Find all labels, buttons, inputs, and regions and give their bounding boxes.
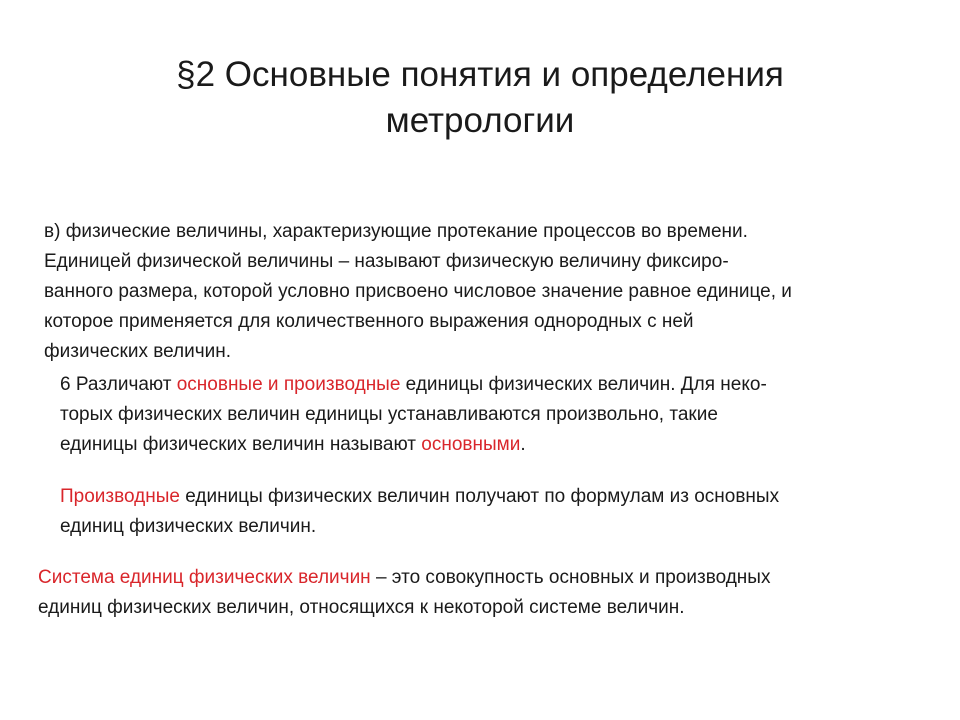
paragraph-physical-quantities	[44, 217, 924, 367]
paragraph-base-and-derived-units	[60, 370, 920, 460]
paragraph-line: единиц физических величин, относящихся к некоторой системе величин.	[38, 597, 685, 618]
paragraph-unit-system	[38, 563, 918, 623]
paragraph-line: которое применяется для количественного выражения однородных с ней	[44, 311, 694, 332]
paragraph-text: единицы физических величин называют	[60, 434, 422, 455]
paragraph-text: единицы физических величин получают по формулам из основных	[179, 486, 780, 507]
paragraph-text: 6 Различают	[60, 374, 177, 395]
paragraph-line: в) физические величины, характеризующие протекание процессов во времени.	[44, 221, 748, 242]
paragraph-line: Единицей физической величины – называют физическую величину фиксиро-	[44, 251, 729, 272]
paragraph-text: .	[520, 434, 526, 455]
highlight-term: основные и производные	[176, 374, 401, 395]
highlight-term: Производные	[60, 486, 180, 507]
paragraph-line: физических величин.	[44, 341, 232, 362]
paragraph-text: единицы физических величин. Для неко-	[400, 374, 767, 395]
paragraph-line: торых физических величин единицы устанавливаются произвольно, такие	[60, 404, 718, 425]
highlight-term: Система единиц физических величин	[38, 567, 371, 588]
title-line-2: метрологии	[385, 101, 575, 140]
slide-title	[80, 52, 880, 144]
title-line-1: §2 Основные понятия и определения	[176, 55, 784, 94]
paragraph-derived-units	[60, 482, 920, 542]
paragraph-line: единиц физических величин.	[60, 516, 317, 537]
highlight-term: основными	[421, 434, 521, 455]
paragraph-text: – это совокупность основных и производных	[370, 567, 771, 588]
paragraph-line: ванного размера, которой условно присвоено числовое значение равное единице, и	[44, 281, 792, 302]
